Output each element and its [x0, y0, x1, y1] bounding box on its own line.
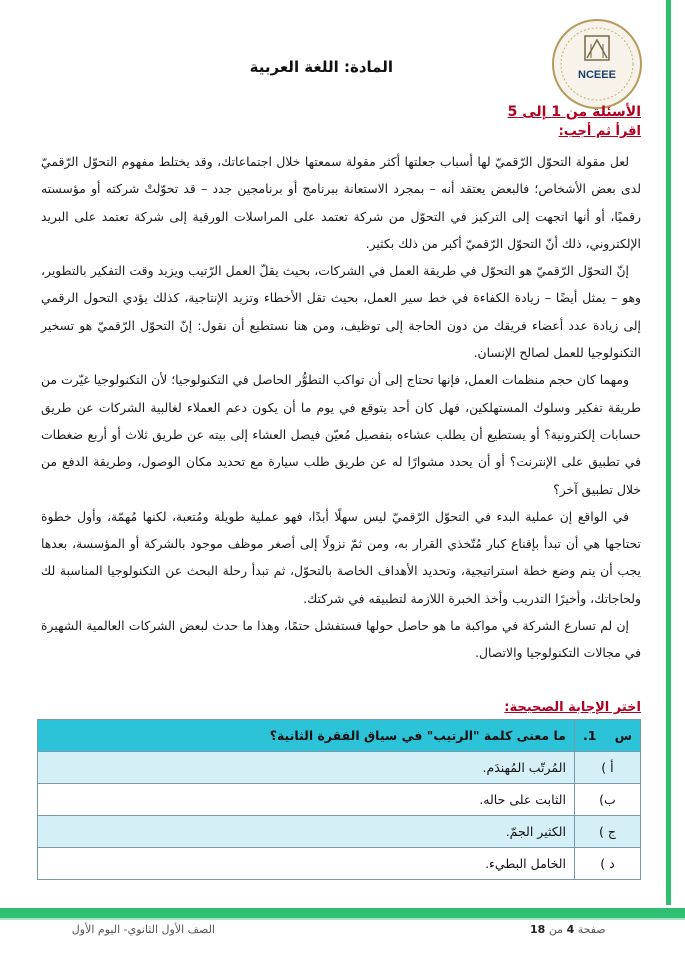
grade-label: الصف الأول الثانوي- اليوم الأول: [71, 923, 215, 936]
option-text: الكثير الجمّ.: [38, 816, 575, 848]
page-word: صفحة: [577, 923, 606, 936]
page-of: من: [548, 923, 564, 936]
reading-passage: [41, 148, 641, 667]
option-row[interactable]: [38, 752, 641, 784]
question-row: [38, 720, 641, 752]
question-label: [574, 720, 640, 752]
page-current: 4: [566, 923, 575, 936]
option-text: الثابت على حاله.: [38, 784, 575, 816]
question-table: [37, 719, 641, 880]
question-text: ما معنى كلمة "الرتيب" في سياق الفقرة الثانية؟: [38, 720, 575, 752]
passage-paragraph: إن لم تسارع الشركة في مواكبة ما هو حاصل حولها فستفشل حتمًا، وهذا ما حدث لبعض الشركات العالمية الشهيرة في مجالات التكنولوجيا والاتصال.: [41, 618, 641, 661]
passage-paragraph: ومهما كان حجم منظمات العمل، فإنها تحتاج إلى أن تواكب التطوُّر الحاصل في التكنولوجيا؛ لأن التكنولوجيا غيّرت من طريقة تفكير وسلوك المستهلكين، فهل كان أحد يتوقع في يوم ما أن يكون دعم العملاء لغالبية الشركات عن طريق حسابات إلكترونية؟ أو يستطيع أن يطلب عشاءه بتفصيل مُعيّن فيصل العشاء إلى بيته عن طريق ثلاث أو أربع ضغطات في تطبيق على الإنترنت؟ أو أن يحدد مشوارًا له عن طريق طلب سيارة مع تحديد مكان الوصول، وطريقة الدفع من خلال تطبيق آخر؟: [41, 372, 641, 497]
option-row[interactable]: [38, 848, 641, 880]
option-text: الخامل البطيء.: [38, 848, 575, 880]
logo-text: NCEEE: [578, 69, 616, 81]
green-side-rail: [666, 0, 671, 905]
option-letter: ب): [574, 784, 640, 816]
subject-title: المادة: اللغة العربية: [249, 58, 393, 76]
footer-band-light: [0, 918, 685, 920]
passage-paragraph: إنّ التحوّل الرّقميّ هو التحوّل في طريقة العمل في الشركات، بحيث يقلّ العمل الرّتيب ويزيد وقت التفكير بالتطوير، وهو – يمثل أيضًا – زيادة الكفاءة في خط سير العمل، بحيث تقل الأخطاء وتزيد الإنتاجية، كذلك يؤدي التحول الرقمي إلى زيادة عدد أعضاء فريقك من دون الحاجة إلى توظيف، ومن هنا نستطيع أن نقول: إنّ التحوّل الرّقميّ هو تسخير التكنولوجيا للعمل لصالح الإنسان.: [41, 263, 641, 361]
question-number: 1.: [582, 728, 597, 743]
option-text: المُرتّب المُهندَم.: [38, 752, 575, 784]
choose-answer-title: اختر الإجابة الصحيحة:: [504, 700, 641, 715]
option-row[interactable]: [38, 784, 641, 816]
option-letter: د ): [574, 848, 640, 880]
read-instruction: اقرأ ثم أجب:: [558, 124, 641, 139]
question-letter: س: [614, 728, 632, 743]
passage-paragraph: لعل مقولة التحوّل الرّقميّ لها أسباب جعلتها أكثر مقولة سمعتها خلال اجتماعاتك، وقد يختلط مفهوم التحوّل الرّقميّ لدى بعض الأشخاص؛ فالبعض يعتقد أنه – بمجرد الاستعانة ببرنامج أو برنامجين جدد – قد تحوّلتْ شركته أو مؤسسته رقميًا، أو أنها اتجهت إلى التركيز في التحوّل من شركة تعتمد على المراسلات الورقية إلى شركة تعتمد على البريد الإلكتروني، ذلك أنّ التحوّل الرّقميّ أكبر من ذلك بكثير.: [41, 154, 641, 251]
section-title: الأسئلة من 1 إلى 5: [507, 104, 641, 120]
top-bar: [0, 0, 685, 6]
nceee-logo: [541, 14, 653, 114]
footer-band: [0, 908, 685, 918]
option-letter: ج ): [574, 816, 640, 848]
page-number: [530, 923, 606, 936]
page-total: 18: [530, 923, 546, 936]
option-row[interactable]: [38, 816, 641, 848]
option-letter: أ ): [574, 752, 640, 784]
passage-paragraph: في الواقع إن عملية البدء في التحوّل الرّقميّ ليس سهلًا أبدًا، فهو عملية طويلة ومُتعبة، لكنها مُهمّة، وأول خطوة تحتاجها هي أن تبدأ بإقناع كبار مُتّخذي القرار به، ومن ثمّ نزولًا إلى أصغر موظف موجود بالشركة أو المؤسسة، بعدها يجب أن يتم وضع خطة استراتيجية، وتحديد الأهداف الخاصة بالتحوّل، ثم تبدأ رحلة البحث عن التكنولوجيا المناسبة لك ولحاجاتك، وأخيرًا التدريب وأخذ الخبرة اللازمة لتطبيقه في شركتك.: [41, 508, 641, 606]
